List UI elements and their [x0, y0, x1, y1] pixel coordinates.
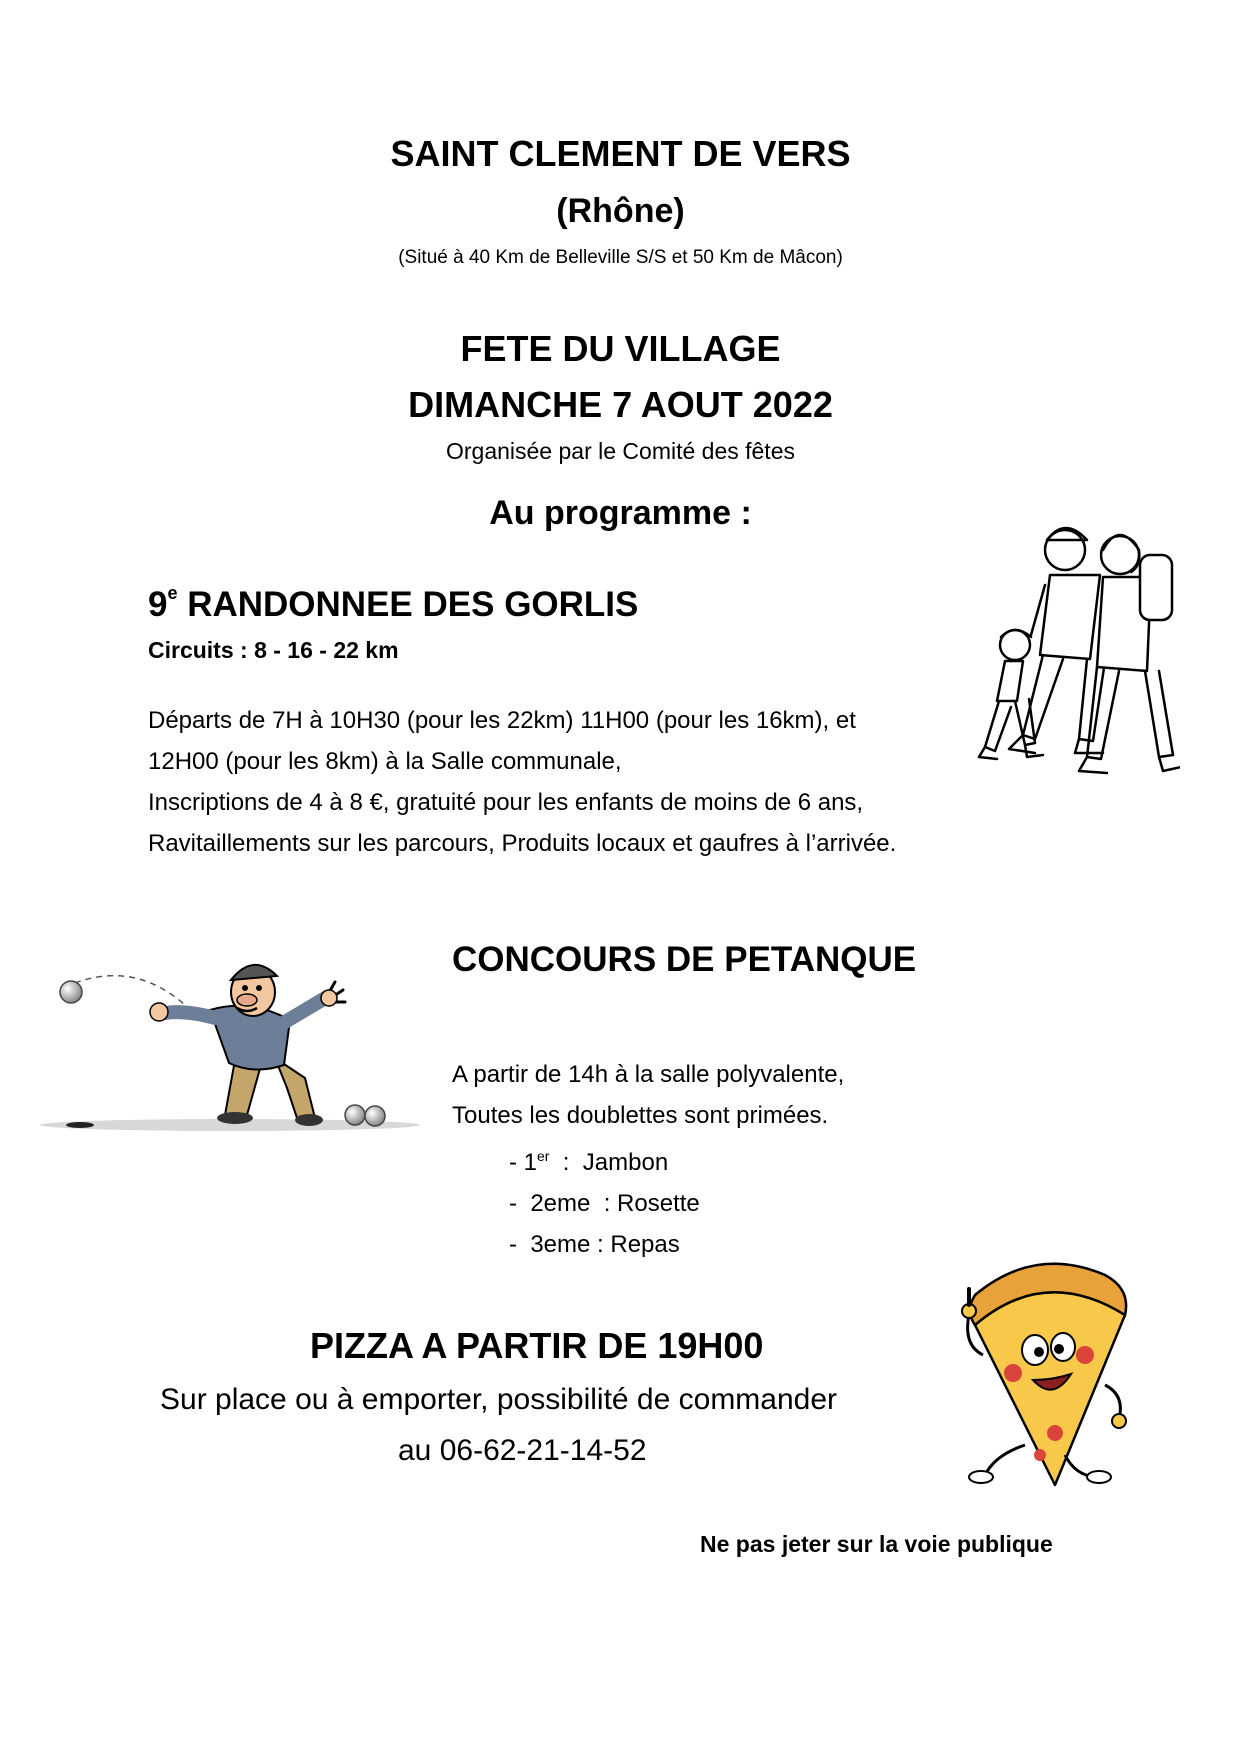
petanque-player-illustration: [35, 950, 425, 1140]
location-note: (Situé à 40 Km de Belleville S/S et 50 Km de Mâcon): [398, 247, 843, 268]
petanque-title: CONCOURS DE PETANQUE: [452, 940, 917, 979]
pizza-title: PIZZA A PARTIR DE 19H00: [310, 1325, 764, 1366]
rando-line: Inscriptions de 4 à 8 €, gratuité pour les enfants de moins de 6 ans,: [148, 789, 864, 816]
pizza-phone: au 06-62-21-14-52: [398, 1434, 647, 1467]
rando-circuits: Circuits : 8 - 16 - 22 km: [148, 637, 399, 663]
department-title: (Rhône): [556, 192, 685, 230]
petanque-line: A partir de 14h à la salle polyvalente,: [452, 1061, 845, 1088]
hikers-illustration: [975, 515, 1180, 800]
event-title: FETE DU VILLAGE: [460, 328, 781, 369]
program-heading: Au programme :: [489, 494, 752, 532]
footer-notice: Ne pas jeter sur la voie publique: [700, 1531, 1053, 1557]
pizza-info: Sur place ou à emporter, possibilité de commander: [160, 1383, 838, 1416]
rando-title: [148, 585, 638, 625]
rando-line: Ravitaillements sur les parcours, Produits locaux et gaufres à l’arrivée.: [148, 830, 897, 857]
prize-item: - 2eme : Rosette: [509, 1190, 700, 1217]
petanque-details: [452, 1054, 844, 1265]
pizza-mascot-illustration: [935, 1255, 1135, 1495]
prize-item: - 3eme : Repas: [509, 1231, 680, 1258]
event-date: DIMANCHE 7 AOUT 2022: [408, 384, 833, 425]
rando-line: Départs de 7H à 10H30 (pour les 22km) 11H00 (pour les 16km), et: [148, 707, 856, 734]
rando-title-text: RANDONNEE DES GORLIS: [177, 585, 639, 624]
rando-number: 9: [148, 585, 168, 624]
petanque-line: Toutes les doublettes sont primées.: [452, 1102, 829, 1129]
prize-item: - 1er : Jambon: [509, 1148, 669, 1176]
rando-number-suffix: e: [167, 583, 178, 603]
rando-details: [148, 700, 1008, 864]
town-title: SAINT CLEMENT DE VERS: [390, 133, 851, 174]
rando-line: 12H00 (pour les 8km) à la Salle communale,: [148, 748, 622, 775]
organizer-note: Organisée par le Comité des fêtes: [445, 438, 795, 464]
